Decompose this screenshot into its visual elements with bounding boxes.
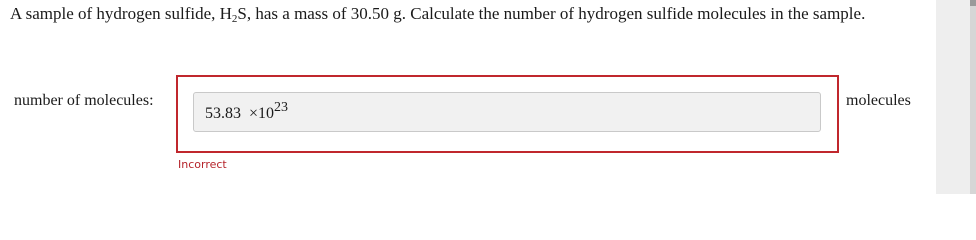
answer-exponent: 23 [274,100,289,115]
feedback-incorrect: Incorrect [178,158,227,171]
question-text [10,4,865,24]
question-text-start: A sample of hydrogen sulfide, H [10,4,232,23]
question-text-end: S, has a mass of 30.50 g. Calculate the number of hydrogen sulfide molecules in the sample. [237,4,866,23]
question-subscript: 2 [231,13,238,25]
answer-times-ten: ×10 [249,105,275,122]
answer-label: number of molecules: [14,92,154,109]
scroll-up-icon[interactable] [970,0,976,6]
answer-input[interactable] [193,92,821,132]
scrollbar-thumb[interactable] [970,0,976,194]
answer-mantissa: 53.83 [205,105,241,122]
answer-value [205,100,289,123]
unit-label: molecules [846,92,911,109]
